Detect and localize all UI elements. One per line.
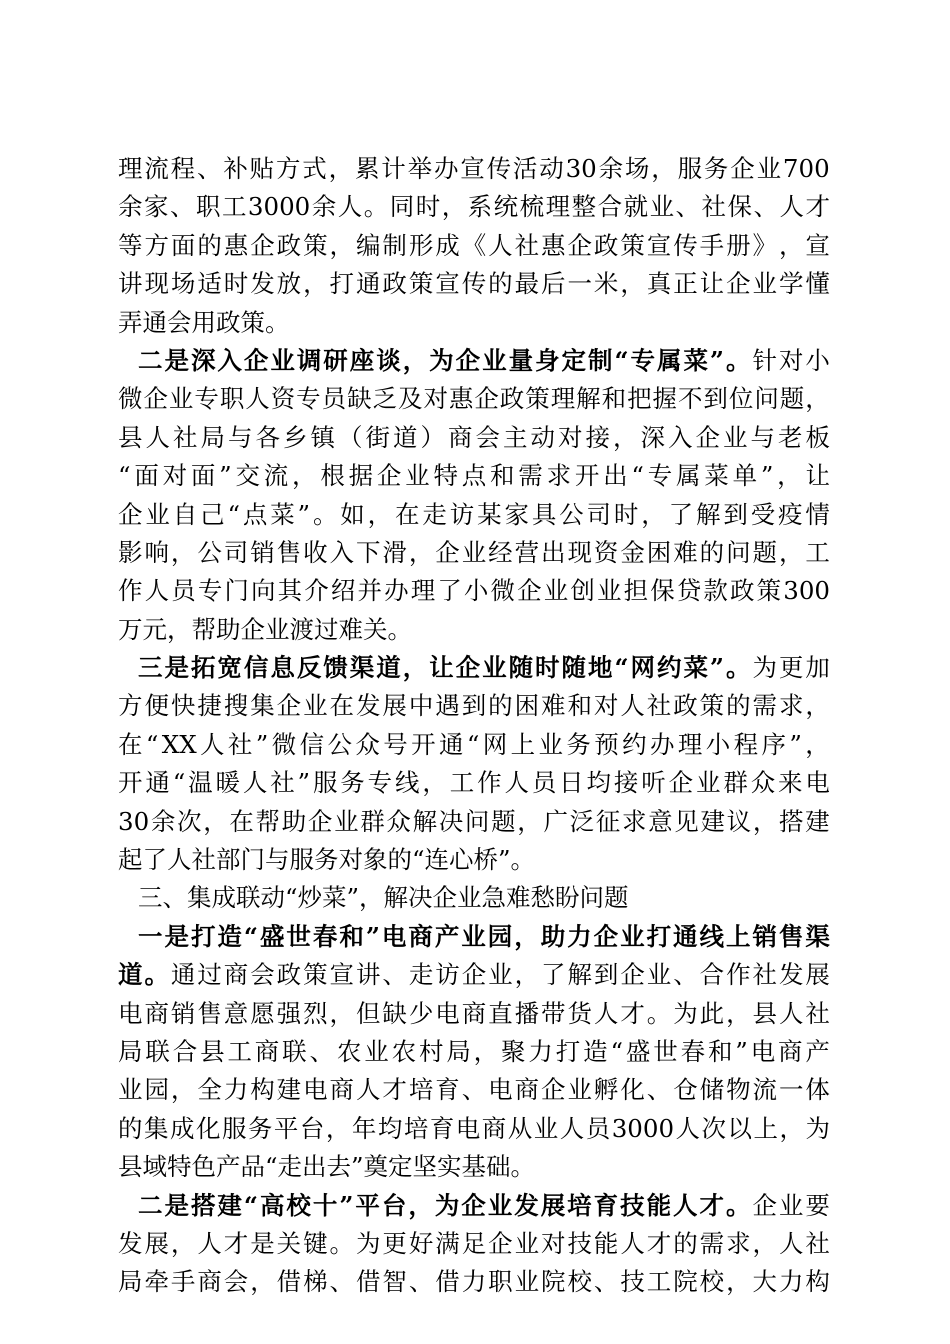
text-line: 微 企 业 专 职 人 资 专 员 缺 乏 及 对 惠 企 政 策 理 解 和 把 握 不 到 位 问 题 ， <box>118 384 830 414</box>
text-line: 三 是 拓 宽 信 息 反 馈 渠 道 ， 让 企 业 随 时 随 地 “ 网 约 菜 ” 。 为 更 加 <box>138 653 830 683</box>
text-line: 的 集 成 化 服 务 平 台 ， 年 均 培 育 电 商 从 业 人 员 3000 人 次 以 上 ， 为 <box>118 1113 830 1143</box>
text-line: 电 商 销 售 意 愿 强 烈 ， 但 缺 少 电 商 直 播 带 货 人 才 。 为 此 ， 县 人 社 <box>118 998 830 1028</box>
text-line: 三、集成联动“炒菜”，解决企业急难愁盼问题 <box>138 883 629 913</box>
text-line: 局 联 合 县 工 商 联 、 农 业 农 村 局 ， 聚 力 打 造 “ 盛 世 春 和 ” 电 商 产 <box>118 1036 830 1066</box>
text-line: 县 人 社 局 与 各 乡 镇 （ 街 道 ） 商 会 主 动 对 接 ， 深 入 企 业 与 老 板 <box>118 422 830 452</box>
text-line: 一 是 打 造 “ 盛 世 春 和 ” 电 商 产 业 园 ， 助 力 企 业 打 通 线 上 销 售 渠 <box>138 921 830 951</box>
text-line: 局 牵 手 商 会 ， 借 梯 、 借 智 、 借 力 职 业 院 校 、 技 工 院 校 ， 大 力 构 <box>118 1267 830 1297</box>
text-line: 作 人 员 专 门 向 其 介 绍 并 办 理 了 小 微 企 业 创 业 担 保 贷 款 政 策 300 <box>118 576 830 606</box>
text-line: 30 余 次 ， 在 帮 助 企 业 群 众 解 决 问 题 ， 广 泛 征 求 意 见 建 议 ， 搭 建 <box>118 806 830 836</box>
text-line: 理 流 程 、 补 贴 方 式 ， 累 计 举 办 宣 传 活 动 30 余 场 ， 服 务 企 业 700 <box>118 154 830 183</box>
text-line: 等 方 面 的 惠 企 政 策 ， 编 制 形 成 《 人 社 惠 企 政 策 宣 传 手 册 》 ， 宣 <box>118 230 830 260</box>
text-line: 开 通 “ 温 暖 人 社 ” 服 务 专 线 ， 工 作 人 员 日 均 接 听 企 业 群 众 来 电 <box>118 768 830 798</box>
text-line: 二 是 搭 建 “ 高 校 十 ” 平 台 ， 为 企 业 发 展 培 育 技 能 人 才 。 企 业 要 <box>138 1190 830 1220</box>
text-line: 讲 现 场 适 时 发 放 ， 打 通 政 策 宣 传 的 最 后 一 米 ， 真 正 让 企 业 学 懂 <box>118 269 830 299</box>
text-line: 二 是 深 入 企 业 调 研 座 谈 ， 为 企 业 量 身 定 制 “ 专 属 菜 ” 。 针 对 小 <box>138 345 830 375</box>
text-line: 县域特色产品“走出去”奠定坚实基础。 <box>118 1152 536 1182</box>
text-line: 在 “ XX 人 社 ” 微 信 公 众 号 开 通 “ 网 上 业 务 预 约 办 理 小 程 序 ” ， <box>118 729 830 759</box>
text-line: 道 。 通 过 商 会 政 策 宣 讲 、 走 访 企 业 ， 了 解 到 企 业 、 合 作 社 发 展 <box>118 960 830 990</box>
text-line: 企 业 自 己 “ 点 菜 ” 。 如 ， 在 走 访 某 家 具 公 司 时 ， 了 解 到 受 疫 情 <box>118 499 830 529</box>
text-line: 起了人社部门与服务对象的“连心桥”。 <box>118 845 536 875</box>
text-line: 弄通会用政策。 <box>118 307 290 337</box>
text-line: 余 家 、 职 工 3000 余 人 。 同 时 ， 系 统 梳 理 整 合 就 业 、 社 保 、 人 才 <box>118 192 830 222</box>
text-line: 发 展 ， 人 才 是 关 键 。 为 更 好 满 足 企 业 对 技 能 人 才 的 需 求 ， 人 社 <box>118 1228 830 1258</box>
text-line: 方 便 快 捷 搜 集 企 业 在 发 展 中 遇 到 的 困 难 和 对 人 社 政 策 的 需 求 ， <box>118 691 830 721</box>
document-body <box>118 150 830 1302</box>
text-line: 万元，帮助企业渡过难关。 <box>118 614 412 644</box>
text-line: 影 响 ， 公 司 销 售 收 入 下 滑 ， 企 业 经 营 出 现 资 金 困 难 的 问 题 ， 工 <box>118 537 830 567</box>
text-line: 业 园 ， 全 力 构 建 电 商 人 才 培 育 、 电 商 企 业 孵 化 、 仓 储 物 流 一 体 <box>118 1075 830 1105</box>
text-line: “ 面 对 面 ” 交 流 ， 根 据 企 业 特 点 和 需 求 开 出 “ 专 属 菜 单 ” ， 让 <box>118 461 830 491</box>
